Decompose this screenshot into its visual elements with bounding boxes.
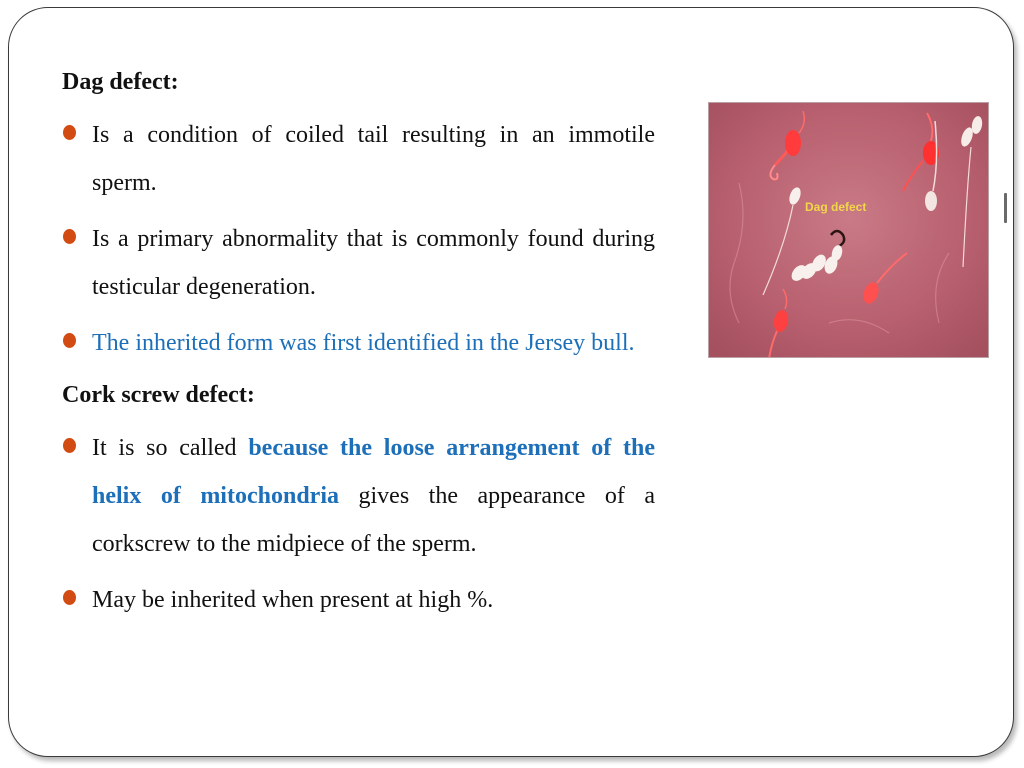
micrograph-illustration [709, 103, 989, 358]
bullet-text-before: It is so called [92, 435, 249, 461]
sperm-micrograph-image [708, 102, 989, 358]
frame-edge-marker [1004, 193, 1007, 223]
slide-content [62, 62, 655, 632]
bullet-item-highlighted [62, 319, 655, 367]
bullet-text: The inherited form was first identified in the Jersey bull. [92, 330, 635, 356]
bullet-item [62, 215, 655, 311]
bullet-text-after: gives the appearance of a corkscrew to the midpiece of the sperm. [92, 483, 656, 557]
bullet-text-highlight: because the loose arrangement of the helix of mitochondria [92, 435, 655, 509]
bullet-dot-icon [63, 125, 76, 140]
image-label: Dag defect [805, 200, 867, 214]
bullet-text: Is a condition of coiled tail resulting in an immotile sperm. [92, 122, 655, 196]
bullet-dot-icon [63, 229, 76, 244]
bullet-item [62, 111, 655, 207]
bullet-item [62, 424, 655, 568]
bullet-item [62, 576, 655, 624]
bullet-dot-icon [63, 333, 76, 348]
bullet-dot-icon [63, 438, 76, 453]
heading-dag-defect: Dag defect: [62, 69, 179, 95]
bullet-text: Is a primary abnormality that is commonly found during testicular degeneration. [92, 226, 655, 300]
bullet-dot-icon [63, 590, 76, 605]
heading-cork-screw-defect: Cork screw defect: [62, 382, 255, 408]
bullet-text: May be inherited when present at high %. [92, 587, 494, 613]
